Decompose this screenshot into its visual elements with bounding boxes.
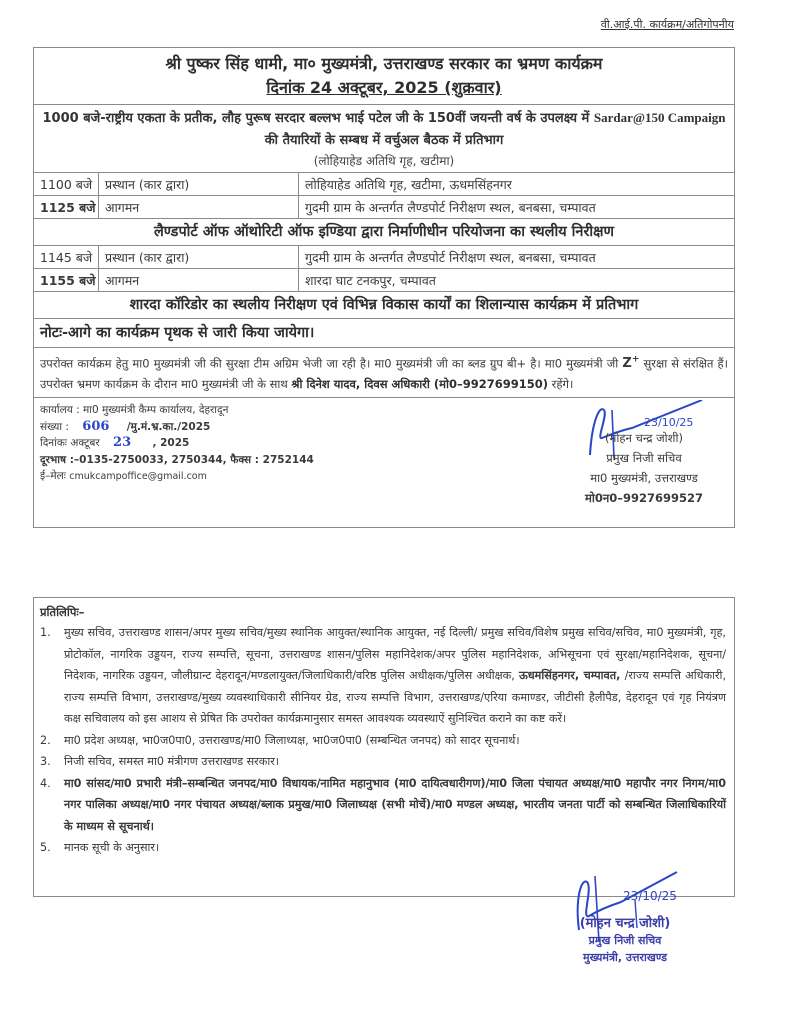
schedule-time: 1100 बजे xyxy=(34,173,99,195)
schedule-place: गुदमी ग्राम के अन्तर्गत लैण्डपोर्ट निरीक्षण स्थल, बनबसा, चम्पावत xyxy=(305,249,596,265)
campaign-name: Sardar@150 Campaign xyxy=(593,110,726,125)
letter-date xyxy=(40,435,314,452)
signature-2-date: 23/10/25 xyxy=(623,889,677,903)
signatory-mobile: मो0न0–9927699527 xyxy=(584,491,703,506)
schedule-action: आगमन xyxy=(99,269,299,291)
number-suffix: /मु.मं.भ्र.का./2025 xyxy=(126,420,211,433)
copy-to-item xyxy=(40,730,726,752)
event-text-2: की तैयारियों के सम्बध में वर्चुअल बैठक में प्रतिभाग xyxy=(264,133,504,148)
item-text: मा0 प्रदेश अध्यक्ष, भा0ज0पा0, उत्तराखण्ड/मा0 जिलाध्यक्ष, भा0ज0पा0 (सम्बन्धित जनपद) को सादर सूचनार्थ। xyxy=(64,733,520,747)
phone-fax xyxy=(40,452,314,469)
section-landport-inspection: लैण्डपोर्ट ऑफ ऑथोरिटी ऑफ इण्डिया द्वारा निर्माणीधीन परियोजना का स्थलीय निरीक्षण xyxy=(34,218,734,245)
email-label: ई–मेलः xyxy=(40,470,66,483)
date-label: दिनांकः अक्टूबर xyxy=(40,437,100,450)
item-text-part2: /राज्य सम्पत्ति अधिकारी, राज्य सम्पत्ति विभाग, उत्तराखण्ड/मुख्य व्यवस्थाधिकारी सीनियर ग्रेड, राज्य सम्पत्ति विभाग, उत्तराखण्ड/एरिया कमाण्डर, जीटीसी हैलीपैड, देहरादून एवं गृह नियंत्रण कक्ष सचिवालय को इस आशय से प्रेषित कि उपरोक्त कार्यक्रमानुसार समस्त आवश्यक व्यवस्थाऐं सुनिश्चित कराने का कष्ट करें। xyxy=(64,669,727,725)
event-1000 xyxy=(34,104,734,172)
office-block xyxy=(34,397,734,527)
z-security xyxy=(622,356,639,371)
schedule-time: 1145 बजे xyxy=(34,246,99,268)
stamp-office: मुख्यमंत्री, उत्तराखण्ड xyxy=(583,951,667,964)
document-date: दिनांक 24 अक्टूबर, 2025 (शुक्रवार) xyxy=(266,78,502,97)
schedule-time: 1155 बजे xyxy=(34,269,99,291)
document-title: श्री पुष्कर सिंह धामी, मा० मुख्यमंत्री, उत्तराखण्ड सरकार का भ्रमण कार्यक्रम xyxy=(165,54,603,73)
duty-officer: श्री दिनेश यादव, दिवस अधिकारी (मो0–9927699150) xyxy=(291,377,549,392)
stamp-designation: प्रमुख निजी सचिव xyxy=(588,934,662,947)
schedule-action: प्रस्थान (कार द्वारा) xyxy=(99,173,299,195)
handwritten-date: 23 xyxy=(113,435,132,451)
z-letter: Z xyxy=(622,356,632,372)
schedule-row xyxy=(34,172,734,195)
security-text-2: सुरक्षा से संरक्षित हैं। उपरोक्त भ्रमण कार्यक्रम के दौरान मा0 मुख्यमंत्री जी के साथ xyxy=(40,356,728,392)
number-label: संख्या : xyxy=(40,420,69,433)
letter-number xyxy=(40,419,314,436)
stamp-name: (मोहन चन्द्र जोशी) xyxy=(579,916,671,931)
email-line xyxy=(40,468,314,486)
security-paragraph xyxy=(34,347,734,397)
item-text-part1: मुख्य सचिव, उत्तराखण्ड शासन/अपर मुख्य सचिव/मुख्य स्थानिक आयुक्त/स्थानिक आयुक्त, नई दिल्ली/ प्रमुख सचिव/विशेष प्रमुख सचिव/सचिव, मा0 मुख्यमंत्री, गृह, प्रोटोकॉल, नागरिक उड्डयन, राज्य सम्पत्ति, सूचना, उत्तराखण्ड शासन/पुलिस महानिदेशक/अपर पुलिस महानिदेशक, अभिसूचना एवं सुरक्षा/महानिदेशक, सूचना/ निदेशक, नागरिक उड्डयन, जौलीग्रान्ट देहरादून/मण्डलायुक्त/जिलाधिकारी/वरिष्ठ पुलिस अधीक्षक/पुलिस अधीक्षक, xyxy=(64,626,726,682)
classification-label: वी.आई.पी. कार्यक्रम/अतिगोपनीय xyxy=(600,18,734,31)
email-address[interactable]: cmukcampoffice@gmail.com xyxy=(69,471,207,483)
schedule-place: शारदा घाट टनकपुर, चम्पावत xyxy=(305,272,436,288)
signatory-name: (मोहन चन्द्र जोशी) xyxy=(605,431,683,446)
event-text-1: 1000 बजे-राष्ट्रीय एकता के प्रतीक, लौह पुरूष सरदार बल्लभ भाई पटेल जी के 150वीं जयन्ती वर्ष के उपलक्ष्य में xyxy=(42,111,590,126)
note: नोटः-आगे का कार्यक्रम पृथक से जारी किया जायेगा। xyxy=(34,318,734,347)
copy-to-title: प्रतिलिपिः– xyxy=(40,605,85,619)
date-suffix: , 2025 xyxy=(152,437,190,450)
item-text: मानक सूची के अनुसार। xyxy=(64,841,160,854)
copy-to-item xyxy=(40,773,726,838)
copy-to-list xyxy=(34,622,734,859)
copy-to-item xyxy=(40,751,726,773)
schedule-time: 1125 बजे xyxy=(34,196,99,218)
item-text-bold: ऊधमसिंहनगर, चम्पावत, xyxy=(519,669,621,682)
schedule-row xyxy=(34,195,734,218)
item-text xyxy=(64,622,726,730)
item-number: 1. xyxy=(40,626,51,639)
security-text-3: रहेंगे। xyxy=(551,377,574,392)
schedule-place: लोहियाहेड अतिथि गृह, खटीमा, ऊधमसिंहनगर xyxy=(305,176,512,192)
schedule-place: गुदमी ग्राम के अन्तर्गत लैण्डपोर्ट निरीक्षण स्थल, बनबसा, चम्पावत xyxy=(305,199,596,215)
security-text-1: उपरोक्त कार्यक्रम हेतु मा0 मुख्यमंत्री जी की सुरक्षा टीम अग्रिम भेजी जा रही है। मा0 मुख्यमंत्री जी का ब्लड ग्रुप बी+ है। मा0 मुख्यमंत्री जी xyxy=(40,356,619,371)
office-name: कार्यालय : मा0 मुख्यमंत्री कैम्प कार्यालय, देहरादून xyxy=(40,404,229,417)
item-number: 3. xyxy=(40,755,51,768)
item-text: मा0 सांसद/मा0 प्रभारी मंत्री–सम्बन्धित जनपद/मा0 विधायक/नामित महानुभाव (मा0 दायित्वधारीगण)/मा0 जिला पंचायत अध्यक्ष/मा0 महापौर नगर निगम/मा0 नगर पालिका अध्यक्ष/मा0 नगर पंचायत अध्यक्ष/ब्लाक प्रमुख/मा0 जिलाध्यक्ष (सभी मोर्चे)/मा0 मण्डल अध्यक्ष, भारतीय जनता पार्टी को सम्बन्धित जिलाधिकारियों के माध्यम से सूचनार्थ। xyxy=(64,776,726,833)
item-number: 2. xyxy=(40,733,51,747)
schedule-row xyxy=(34,245,734,268)
item-text: निजी सचिव, समस्त मा0 मंत्रीगण उत्तराखण्ड सरकार। xyxy=(64,755,280,768)
event-venue: (लोहियाहेड अतिथि गृह, खटीमा) xyxy=(313,154,455,168)
copy-to-box xyxy=(33,597,735,897)
copy-to-item xyxy=(40,837,726,859)
office-details xyxy=(40,402,314,486)
section-sharda-corridor: शारदा कॉरिडोर का स्थलीय निरीक्षण एवं विभिन्न विकास कार्यों का शिलान्यास कार्यक्रम में प्रतिभाग xyxy=(34,291,734,318)
signatory-designation: प्रमुख निजी सचिव xyxy=(606,451,682,466)
event-description xyxy=(34,105,734,152)
schedule-row xyxy=(34,268,734,291)
item-number: 5. xyxy=(40,841,51,854)
phone-text: दूरभाष :–0135-2750033, 2750344, फैक्स : 2752144 xyxy=(40,453,314,466)
z-plus: + xyxy=(631,355,640,365)
signatory-block xyxy=(554,428,734,508)
itinerary-box xyxy=(33,47,735,528)
schedule-action: आगमन xyxy=(99,196,299,218)
schedule-action: प्रस्थान (कार द्वारा) xyxy=(99,246,299,268)
signatory-office: मा0 मुख्यमंत्री, उत्तराखण्ड xyxy=(590,471,698,486)
copy-to-item xyxy=(40,622,726,730)
signature-1-date: 23/10/25 xyxy=(644,416,694,430)
official-stamp xyxy=(545,915,705,966)
header xyxy=(34,48,734,104)
item-number: 4. xyxy=(40,776,51,790)
handwritten-number: 606 xyxy=(82,418,110,434)
